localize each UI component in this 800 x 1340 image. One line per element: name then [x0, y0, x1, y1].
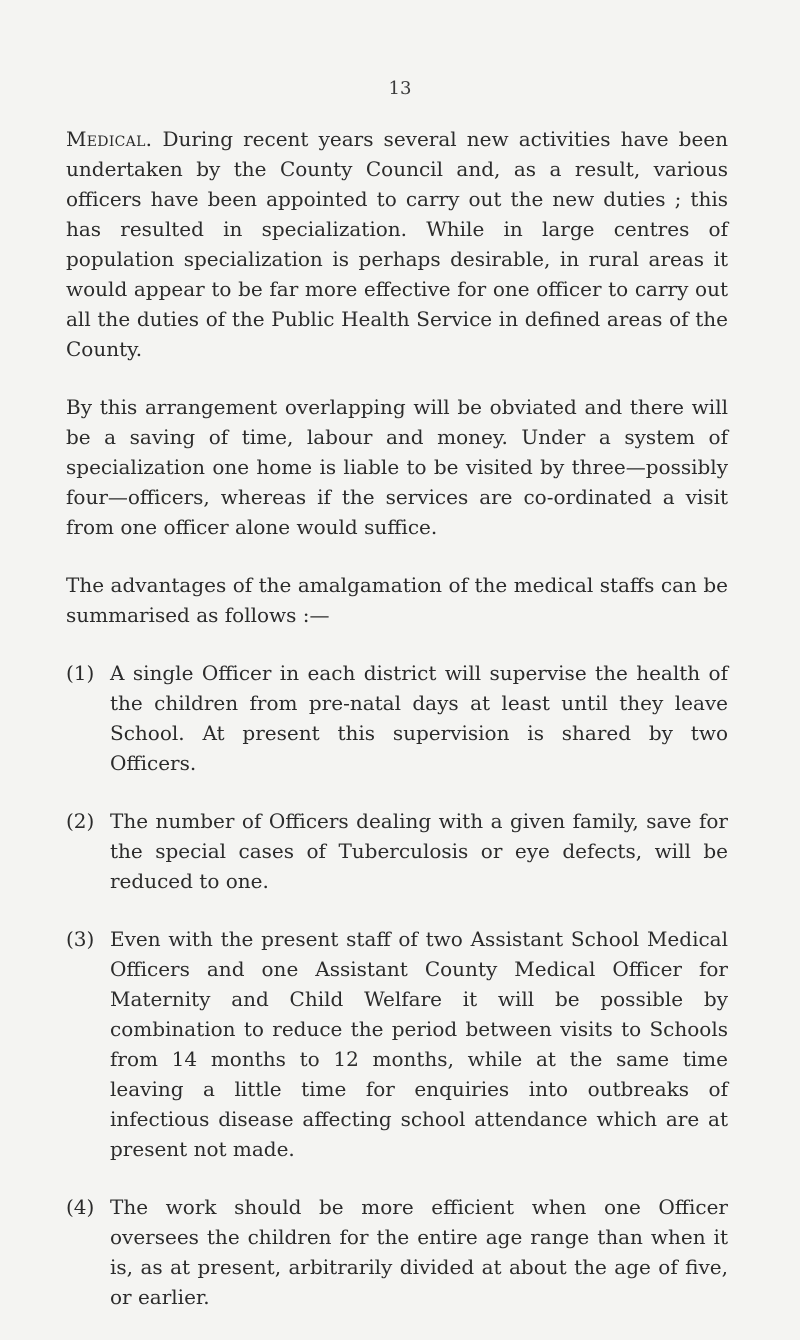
list-item — [66, 1192, 728, 1312]
paragraph-medical-text: During recent years several new activities have been undertaken by the County Council and, as a result, various officers have been appointed to carry out the new duties ; this has resulted in specialization. While in large centres of population specialization is perhaps desirable, in rural areas it would appear to be far more effective for one officer to carry out all the duties of the Public Health Service in defined areas of the County. — [66, 127, 729, 361]
list-item-text: The work should be more efficient when one Officer oversees the children for the entire age range than when it is, as at present, arbitrarily divided at about the age of five, or earlier. — [110, 1195, 728, 1309]
list-item-text: Even with the present staff of two Assistant School Medical Officers and one Assistant County Medical Officer for Maternity and Child Welfare it will be possible by combination to reduce the period between visits to Schools from 14 months to 12 months, while at the same time leaving a little time for enquiries into outbreaks of infectious disease affecting school attendance which are at present not made. — [110, 927, 728, 1161]
section-heading-medical: Medical. — [66, 127, 153, 151]
list-item-number: (1) — [66, 661, 95, 685]
paragraph-arrangement: By this arrangement overlapping will be obviated and there will be a saving of time, labour and money. Under a system of specialization one home is liable to be visited by three—possibly four—officers, whereas if the services are co-ordinated a visit from one officer alone would suffice. — [66, 395, 728, 539]
page-number: 13 — [388, 78, 412, 99]
list-item-text: The number of Officers dealing with a given family, save for the special cases of Tuberculosis or eye defects, will be reduced to one. — [110, 809, 728, 893]
list-item-text: A single Officer in each district will supervise the health of the children from pre-natal days at least until they leave School. At present this supervision is shared by two Officers. — [110, 661, 728, 775]
document-body — [66, 124, 728, 1340]
paragraph-advantages-intro: The advantages of the amalgamation of the medical staffs can be summarised as follows :— — [66, 573, 728, 627]
list-item — [66, 658, 728, 778]
list-item — [66, 806, 728, 896]
list-item-number: (3) — [66, 927, 95, 951]
list-item — [66, 924, 728, 1164]
paragraph-medical — [66, 124, 728, 364]
list-item-number: (2) — [66, 809, 95, 833]
list-item-number: (4) — [66, 1195, 95, 1219]
